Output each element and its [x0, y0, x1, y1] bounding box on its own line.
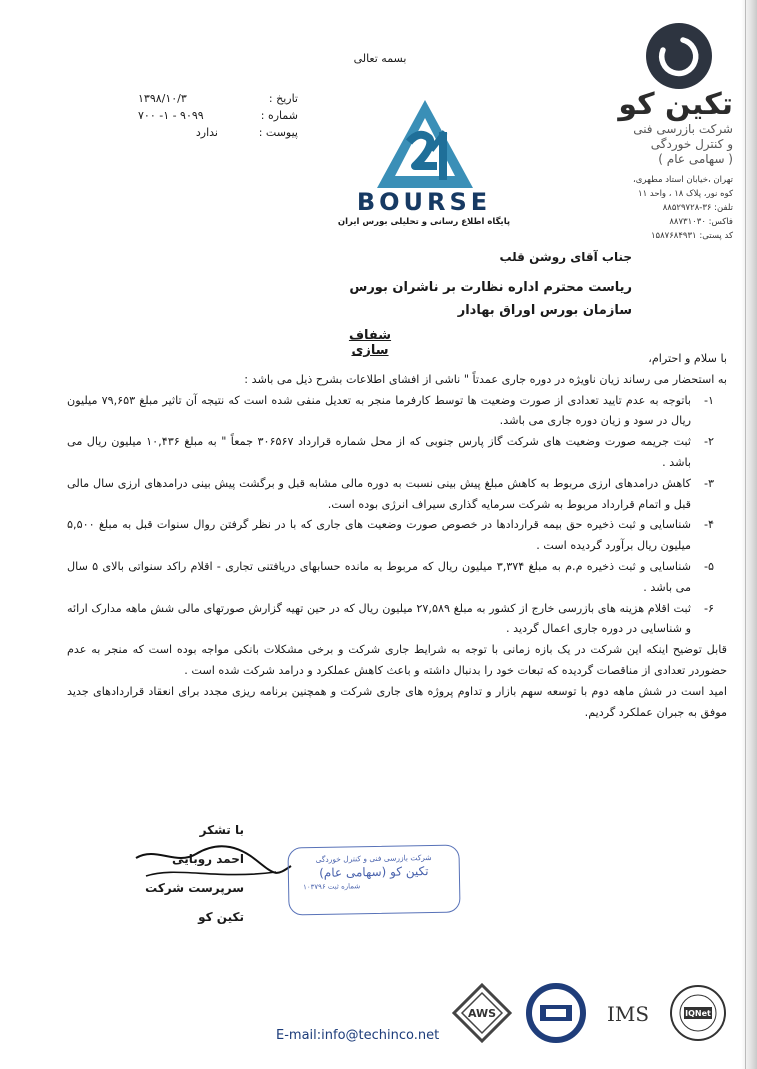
list-item	[67, 515, 727, 557]
ims-text: IMS	[606, 1002, 650, 1026]
letter-meta	[138, 90, 298, 141]
company-logo-icon	[639, 20, 719, 92]
item-text: شناسایی و ثبت ذخیره م.م به مبلغ ۳,۳۷۴ میلیون ریال که مربوط به مانده حسابهای دریافتنی تجاری - اقلام راکد سنواتی بالای ۵ سال می باشد .	[67, 559, 691, 594]
explanation-paragraph: قابل توضیح اینکه این شرکت در یک بازه زمانی با توجه به شرایط جاری شرکت و برخی مشکلات بانکی مواجه بوده است که منجر به عدم حضوردر تعدادی از مناقصات گردیده که تبعات خود را بدنبال داشته و باعث کاهش عملکرد و درامد شرکت شده است .	[67, 643, 727, 677]
company-address	[583, 173, 733, 243]
date-label: تاریخ :	[268, 92, 298, 105]
item-text: ثبت جریمه صورت وضعیت های شرکت گاز پارس جنوبی که از محل شماره قرارداد ۳۰۶۵۶۷ جمعاً " به مبلغ ۱۰,۴۳۶ میلیون ریال می باشد .	[67, 435, 691, 469]
stamp-line-2: تکین کو (سهامی عام)	[319, 864, 429, 880]
recipient-name: جناب آقای روشن قلب	[499, 250, 632, 264]
item-number: ۱-	[703, 393, 715, 407]
list-item	[67, 599, 727, 641]
company-desc-3: ( سهامی عام )	[658, 152, 733, 166]
address-line-2: کوه نور، پلاک ۱۸ ، واحد ۱۱	[638, 189, 733, 199]
item-number: ۳-	[703, 476, 715, 490]
list-item	[67, 391, 727, 433]
letter-subject: شفاف سازی	[348, 328, 392, 358]
address-line-1: تهران ،خیابان استاد مطهری،	[633, 175, 733, 185]
signer-title: سرپرست شرکت تکین کو	[145, 881, 244, 924]
list-item	[67, 432, 727, 474]
bourse-logo	[333, 96, 515, 227]
stamp-line-1: شرکت بازرسی فنی و کنترل خوردگی	[315, 852, 432, 865]
company-letterhead	[583, 20, 733, 243]
list-item	[67, 474, 727, 516]
iqnet-text: IQNet	[685, 1009, 711, 1018]
footer-email: E-mail:info@techinco.net	[276, 1028, 440, 1043]
number-label: شماره :	[260, 109, 298, 122]
bourse-subtitle: پایگاه اطلاع رسانی و تحلیلی بورس ایران	[337, 217, 511, 227]
intro-paragraph: به استحضار می رساند زیان ناویژه در دوره جاری عمدتاً " ناشی از افشای اطلاعات بشرح ذیل می باشد :	[244, 372, 727, 386]
item-text: ثبت اقلام هزینه های بازرسی خارج از کشور به مبلغ ۲۷,۵۸۹ میلیون ریال که در حین تهیه گزارش صورتهای مالی شش ماهه مدارک ارائه و شناسایی در دوره جاری اعمال گردید .	[67, 601, 691, 636]
item-number: ۵-	[703, 559, 715, 573]
signature-scribble-icon	[126, 836, 296, 886]
certification-logos	[452, 983, 732, 1043]
item-number: ۴-	[703, 518, 715, 532]
item-text: کاهش درامدهای ارزی مربوط به کاهش مبلغ پیش بینی نسبت به دوره مالی مشابه قبل و برگشت پیش بینی درامدهای ارزی سال مالی قبل و اتمام قرارداد مربوط به شرکت سرمایه گذاری سیراف انرژی بوده است.	[67, 476, 691, 511]
thanks-text: با تشکر	[199, 823, 244, 837]
company-desc-1: شرکت بازرسی فنی	[633, 122, 733, 136]
scan-page-edge	[741, 0, 757, 1069]
company-name: تکین کو	[618, 87, 733, 122]
bourse-word: BOURSE	[356, 188, 492, 216]
company-stamp	[287, 845, 460, 916]
hope-paragraph: امید است در شش ماهه دوم با توسعه سهم بازار و تداوم پروژه های جاری شرکت و همچنین برنامه ریزی مجدد برای انعقاد قراردادهای جدید موفق به جبران عملکرد گردیم.	[67, 684, 727, 719]
date-value: ۱۳۹۸/۱۰/۳	[138, 92, 187, 105]
item-text: باتوجه به عدم تایید تعدادی از صورت وضعیت ها توسط کارفرما منجر به تعدیل منفی شده است که نتیجه آن تاثیر مبلغ ۷۹,۶۵۳ میلیون ریال در سود و زیان دوره جاری می باشد.	[67, 393, 692, 428]
company-desc-2: و کنترل خوردگی	[650, 137, 733, 151]
list-item	[67, 557, 727, 599]
item-text: شناسایی و ثبت ذخیره حق بیمه قراردادها در خصوص صورت وضعیت های جاری که با در نظر گرفتن روال سنوات قبل به مبلغ ۵,۵۰۰ میلیون ریال برآورد گردیده است .	[67, 518, 691, 553]
number-value: ۷۰۰ -۱ - ۹۰۹۹	[138, 109, 204, 122]
basmala: بسمه تعالی	[353, 52, 407, 65]
fax: فاکس: ۸۸۷۳۱۰۳۰	[669, 217, 733, 227]
dqs-icon	[529, 986, 583, 1040]
iqnet-icon	[671, 986, 725, 1040]
number-row	[138, 107, 298, 124]
attachment-row	[138, 124, 298, 141]
letter-body	[67, 349, 727, 723]
greeting: با سلام و احترام،	[648, 352, 727, 365]
recipient-org: سازمان بورس اوراق بهادار	[457, 303, 632, 318]
item-number: ۲-	[703, 435, 715, 449]
attachment-value: ندارد	[195, 126, 218, 139]
signer-name: احمد روبایی	[172, 852, 244, 866]
attachment-label: پیوست :	[258, 126, 298, 139]
recipient-title: ریاست محترم اداره نظارت بر ناشران بورس	[349, 280, 632, 295]
stamp-line-3: شماره ثبت ۱۰۳۷۹۶	[303, 882, 361, 892]
phone: تلفن: ۳۶-۸۸۵۲۹۷۲۸	[662, 203, 733, 213]
date-row	[138, 90, 298, 107]
aws-text: AWS	[467, 1007, 497, 1020]
aws-icon	[454, 985, 510, 1041]
item-number: ۶-	[703, 601, 715, 615]
postal-code: کد پستی: ۱۵۸۷۶۸۴۹۳۱	[650, 231, 733, 241]
bourse-emblem-icon	[333, 96, 515, 192]
